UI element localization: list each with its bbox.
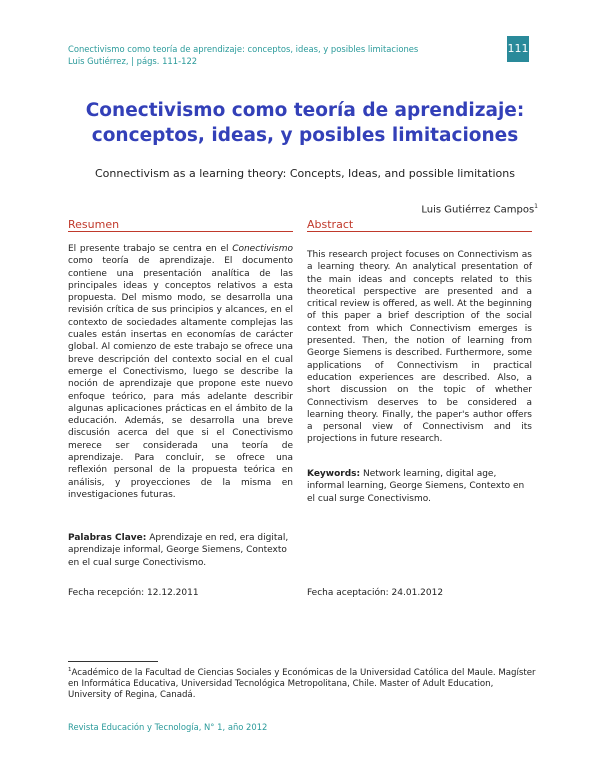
paper-subtitle: Connectivism as a learning theory: Concepts, Ideas, and possible limitations xyxy=(95,167,515,180)
keywords xyxy=(307,468,532,505)
abstract-divider xyxy=(307,231,532,232)
page-number-badge: 111 xyxy=(507,36,529,62)
resumen-paragraph xyxy=(68,243,293,501)
resumen-text-rest: como teoría de aprendizaje. El documento contiene una presentación analítica de las principales ideas y conceptos relativos a esta propuesta. Del mismo modo, se desarrolla una revisión crítica de sus principios y alcances, en el contexto de sociedades altamente complejas las cuales están insertas en economías de carácter global. Al comienzo de este trabajo se ofrece una breve descripción del contexto social en el cual emerge el Conectivismo, luego se describe la noción de aprendizaje que propone este nuevo enfoque teórico, para más adelante describir algunas aplicaciones prácticas en el ámbito de la educación. Además, se desarrolla una breve discusión acerca del que si el Conectivismo merece ser considerada una teoría de aprendizaje. Para concluir, se ofrece una reflexión personal de la propuesta teórica en análisis, y proyecciones de la misma en investigaciones futuras. xyxy=(68,256,293,500)
footnote-mark: 1 xyxy=(68,667,72,673)
keywords-paragraph xyxy=(307,468,532,505)
palabras-clave-paragraph xyxy=(68,532,293,569)
author-name xyxy=(421,203,538,215)
abstract-heading: Abstract xyxy=(307,218,354,231)
footnote-divider xyxy=(68,661,158,662)
author-name-text: Luis Gutiérrez Campos xyxy=(421,204,535,216)
keywords-label: Keywords: xyxy=(307,469,361,479)
running-header-title: Conectivismo como teoría de aprendizaje: conceptos, ideas, y posibles limitaciones xyxy=(68,44,419,54)
footnote-text: Académico de la Facultad de Ciencias Sociales y Económicas de la Universidad Católica del Maule. Magíster en Informática Educativa, Universidad Tecnológica Metropolitana, Chile. Master of Adult Education, University of Regina, Canadá. xyxy=(68,667,536,700)
running-header-author: Luis Gutiérrez, | págs. 111-122 xyxy=(68,56,198,66)
resumen-divider xyxy=(68,231,293,232)
resumen-emphasis: Conectivismo xyxy=(232,244,293,254)
palabras-clave-label: Palabras Clave: xyxy=(68,533,147,543)
abstract-paragraph: This research project focuses on Connectivism as a learning theory. An analytical presentation of the main ideas and concepts related to this theoretical perspective are presented and a critical review is offered, as well. At the beginning of this paper a brief description of the social context from which Connectivism emerges is presented. Then, the notion of learning from George Siemens is described. Furthermore, some applications of Connectivism in practical education experiences are described. Also, a short discussion on the topic of whether Connectivism deserves to be considered a learning theory. Finally, the paper's author offers a personal view of Connectivism and its projections in future research. xyxy=(307,250,532,445)
resumen-body xyxy=(68,243,293,501)
palabras-clave xyxy=(68,532,293,569)
keywords-text: Network learning, digital age, informal learning, George Siemens, Contexto en el cual surge Conectivismo. xyxy=(307,469,525,504)
abstract-body xyxy=(307,249,532,446)
reception-date: Fecha recepción: 12.12.2011 xyxy=(68,588,199,598)
resumen-text-start: El presente trabajo se centra en el xyxy=(68,244,233,254)
paper-title: Conectivismo como teoría de aprendizaje: conceptos, ideas, y posibles limitaciones xyxy=(85,100,525,146)
resumen-heading: Resumen xyxy=(68,218,120,231)
journal-footer: Revista Educación y Tecnología, N° 1, año 2012 xyxy=(68,722,268,732)
author-footnote-mark: 1 xyxy=(534,203,538,210)
acceptance-date: Fecha aceptación: 24.01.2012 xyxy=(307,588,444,598)
palabras-clave-text: Aprendizaje en red, era digital, aprendizaje informal, George Siemens, Contexto en el cual surge Conectivismo. xyxy=(68,533,289,568)
footnote xyxy=(68,665,538,701)
